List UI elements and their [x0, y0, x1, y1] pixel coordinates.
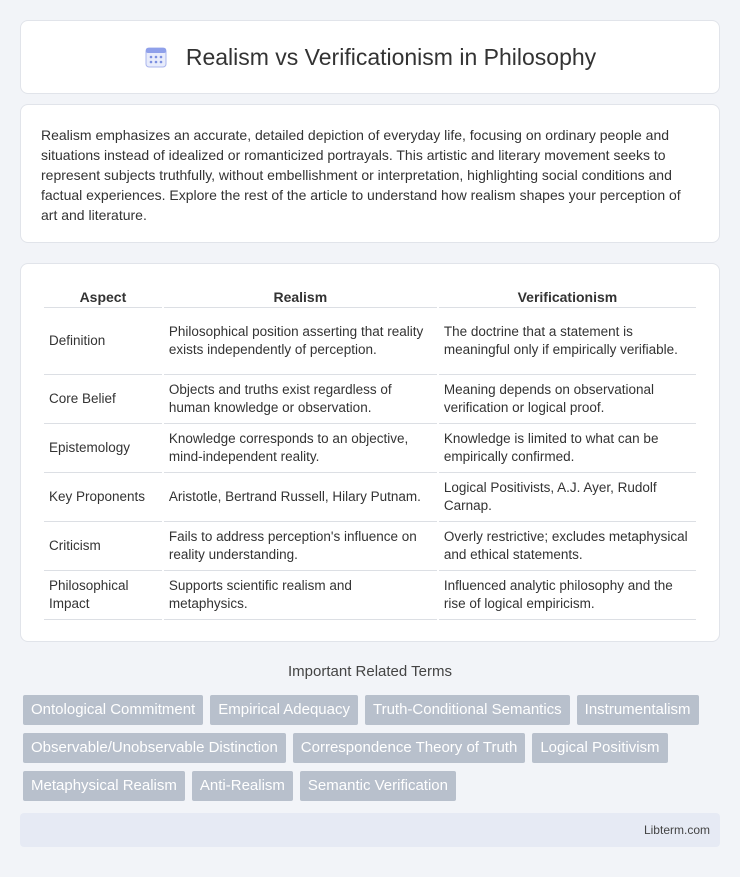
- header-card: [20, 20, 720, 94]
- verificationism-cell: Overly restrictive; excludes metaphysical and ethical statements.: [439, 522, 696, 571]
- table-header-row: [44, 286, 696, 308]
- intro-card: [20, 104, 720, 243]
- table-row: [44, 424, 696, 473]
- related-term-tag[interactable]: Ontological Commitment: [23, 695, 203, 725]
- table-row: [44, 522, 696, 571]
- realism-cell: Supports scientific realism and metaphysics.: [164, 571, 437, 620]
- verificationism-cell: Knowledge is limited to what can be empirically confirmed.: [439, 424, 696, 473]
- aspect-cell: Philosophical Impact: [44, 571, 162, 620]
- footer-site-link[interactable]: Libterm.com: [643, 823, 710, 837]
- related-term-tag[interactable]: Instrumentalism: [577, 695, 699, 725]
- aspect-cell: Definition: [44, 308, 162, 375]
- realism-cell: Philosophical position asserting that reality exists independently of perception.: [164, 308, 437, 375]
- header-aspect: Aspect: [44, 286, 162, 308]
- table-row: [44, 308, 696, 375]
- intro-text: Realism emphasizes an accurate, detailed depiction of everyday life, focusing on ordinary people and situations instead of idealized or romanticized portrayals. This artistic and literary movement seeks to represent subjects truthfully, without embellishment or interpretation, highlighting social conditions and factual experiences. Explore the rest of the article to understand how realism shapes your perception of art and literature.: [41, 127, 681, 223]
- related-term-tag[interactable]: Anti-Realism: [192, 771, 293, 801]
- footer: [20, 813, 720, 847]
- page-title: Realism vs Verificationism in Philosophy: [185, 43, 597, 70]
- aspect-cell: Criticism: [44, 522, 162, 571]
- realism-cell: Fails to address perception's influence on reality understanding.: [164, 522, 437, 571]
- realism-cell: Objects and truths exist regardless of human knowledge or observation.: [164, 375, 437, 424]
- related-term-tag[interactable]: Semantic Verification: [300, 771, 456, 801]
- related-term-tag[interactable]: Observable/Unobservable Distinction: [23, 733, 286, 763]
- verificationism-cell: The doctrine that a statement is meaningful only if empirically verifiable.: [439, 308, 696, 375]
- calendar-grid-icon: [144, 45, 168, 69]
- related-term-tag[interactable]: Truth-Conditional Semantics: [365, 695, 570, 725]
- realism-cell: Aristotle, Bertrand Russell, Hilary Putnam.: [164, 473, 437, 522]
- related-term-tag[interactable]: Metaphysical Realism: [23, 771, 185, 801]
- table-row: [44, 375, 696, 424]
- realism-cell: Knowledge corresponds to an objective, mind-independent reality.: [164, 424, 437, 473]
- related-term-tag[interactable]: Empirical Adequacy: [210, 695, 358, 725]
- comparison-table: [42, 286, 698, 620]
- verificationism-cell: Logical Positivists, A.J. Ayer, Rudolf Carnap.: [439, 473, 696, 522]
- related-terms-list: [23, 695, 723, 801]
- related-terms-title: Important Related Terms: [288, 663, 452, 680]
- related-term-tag[interactable]: Logical Positivism: [532, 733, 667, 763]
- aspect-cell: Core Belief: [44, 375, 162, 424]
- header-inner: [144, 44, 596, 71]
- table-row: [44, 473, 696, 522]
- table-row: [44, 571, 696, 620]
- verificationism-cell: Meaning depends on observational verification or logical proof.: [439, 375, 696, 424]
- header-verificationism: Verificationism: [439, 286, 696, 308]
- verificationism-cell: Influenced analytic philosophy and the rise of logical empiricism.: [439, 571, 696, 620]
- related-term-tag[interactable]: Correspondence Theory of Truth: [293, 733, 526, 763]
- comparison-table-card: [20, 263, 720, 642]
- header-realism: Realism: [164, 286, 437, 308]
- aspect-cell: Key Proponents: [44, 473, 162, 522]
- aspect-cell: Epistemology: [44, 424, 162, 473]
